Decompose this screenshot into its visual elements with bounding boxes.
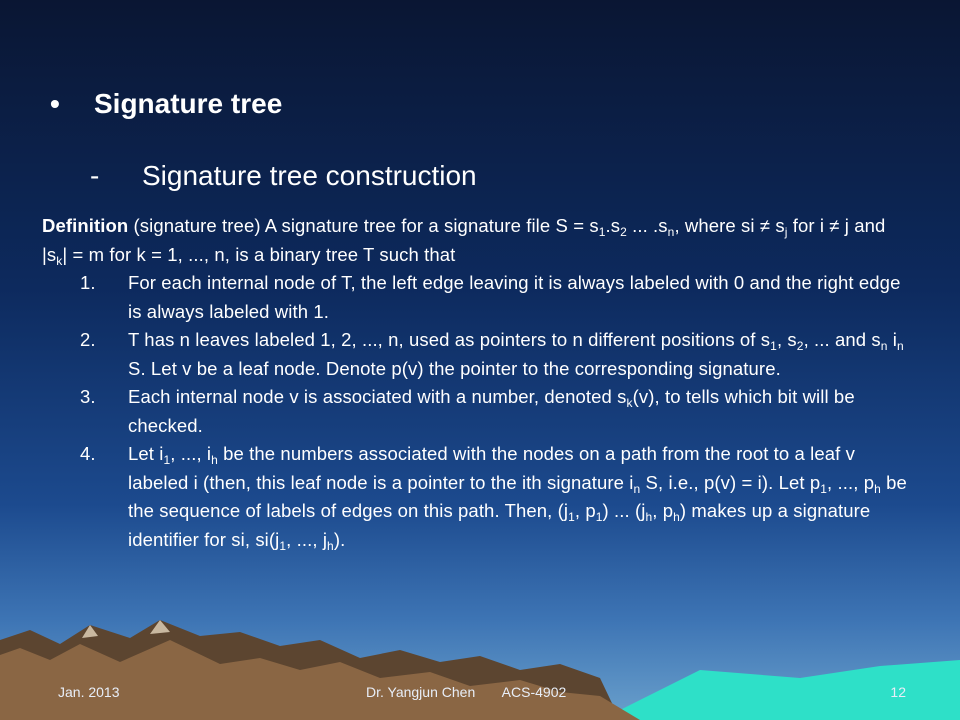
list-number: 2. — [80, 329, 96, 350]
list-text: Each internal node v is associated with a number, denoted $s_k(v)$, to tells which bit will be checked. — [128, 386, 855, 436]
subheading-text: Signature tree construction — [142, 160, 477, 191]
definition-intro — [42, 212, 912, 269]
list-text: Let $i_1$, ..., $i_h$ be the numbers associated with the nodes on a path from the root to a leaf v labeled i (then, this leaf node is a pointer to the ith signature $i_n$ S, i.e., p(v) = i). Let $p_1$, ..., $p_h$ be the sequence of labels of edges on this path. Then, ($j_1$, $p_1$) ... ($j_h$, $p_h$) makes up a signature identifier for si, $si(j_1$, ..., $j_h$). — [128, 443, 907, 553]
footer-date: Jan. 2013 — [58, 684, 120, 700]
list-text: T has n leaves labeled 1, 2, ..., n, used as pointers to n different positions of $s_1$, $s_2$, ... and $s_n$ $i_n$ S. Let v be a leaf node. Denote p(v) the pointer to the corresponding signature. — [128, 329, 904, 379]
list-item — [42, 440, 912, 554]
footer-page-number: 12 — [890, 684, 906, 700]
list-text: For each internal node of T, the left edge leaving it is always labeled with 0 and the right edge is always labeled with 1. — [128, 272, 901, 322]
list-item — [42, 326, 912, 383]
list-number: 1. — [80, 272, 96, 293]
definition-block — [42, 212, 912, 554]
teal-band — [600, 660, 960, 720]
dash-icon: - — [90, 160, 100, 191]
list-item — [42, 269, 912, 326]
mountain-illustration — [0, 600, 960, 720]
footer-author-course: Dr. Yangjun Chen ACS-4902 — [366, 684, 567, 700]
definition-term: Definition — [42, 215, 129, 236]
heading-text: Signature tree — [94, 88, 283, 119]
slide-heading — [50, 88, 282, 120]
bullet-icon: • — [50, 88, 60, 119]
list-number: 3. — [80, 386, 96, 407]
definition-intro-text: (signature tree) A signature tree for a signature file $S = s_1.s_2$ ... $.s_n$, where si ≠ $s_j$ for i ≠ j and $|s_k| = m$ for k = 1, ..., n, is a binary tree T such that — [42, 215, 886, 268]
list-item — [42, 383, 912, 440]
list-number: 4. — [80, 443, 96, 464]
slide-subheading — [90, 160, 477, 192]
definition-list — [42, 269, 912, 554]
